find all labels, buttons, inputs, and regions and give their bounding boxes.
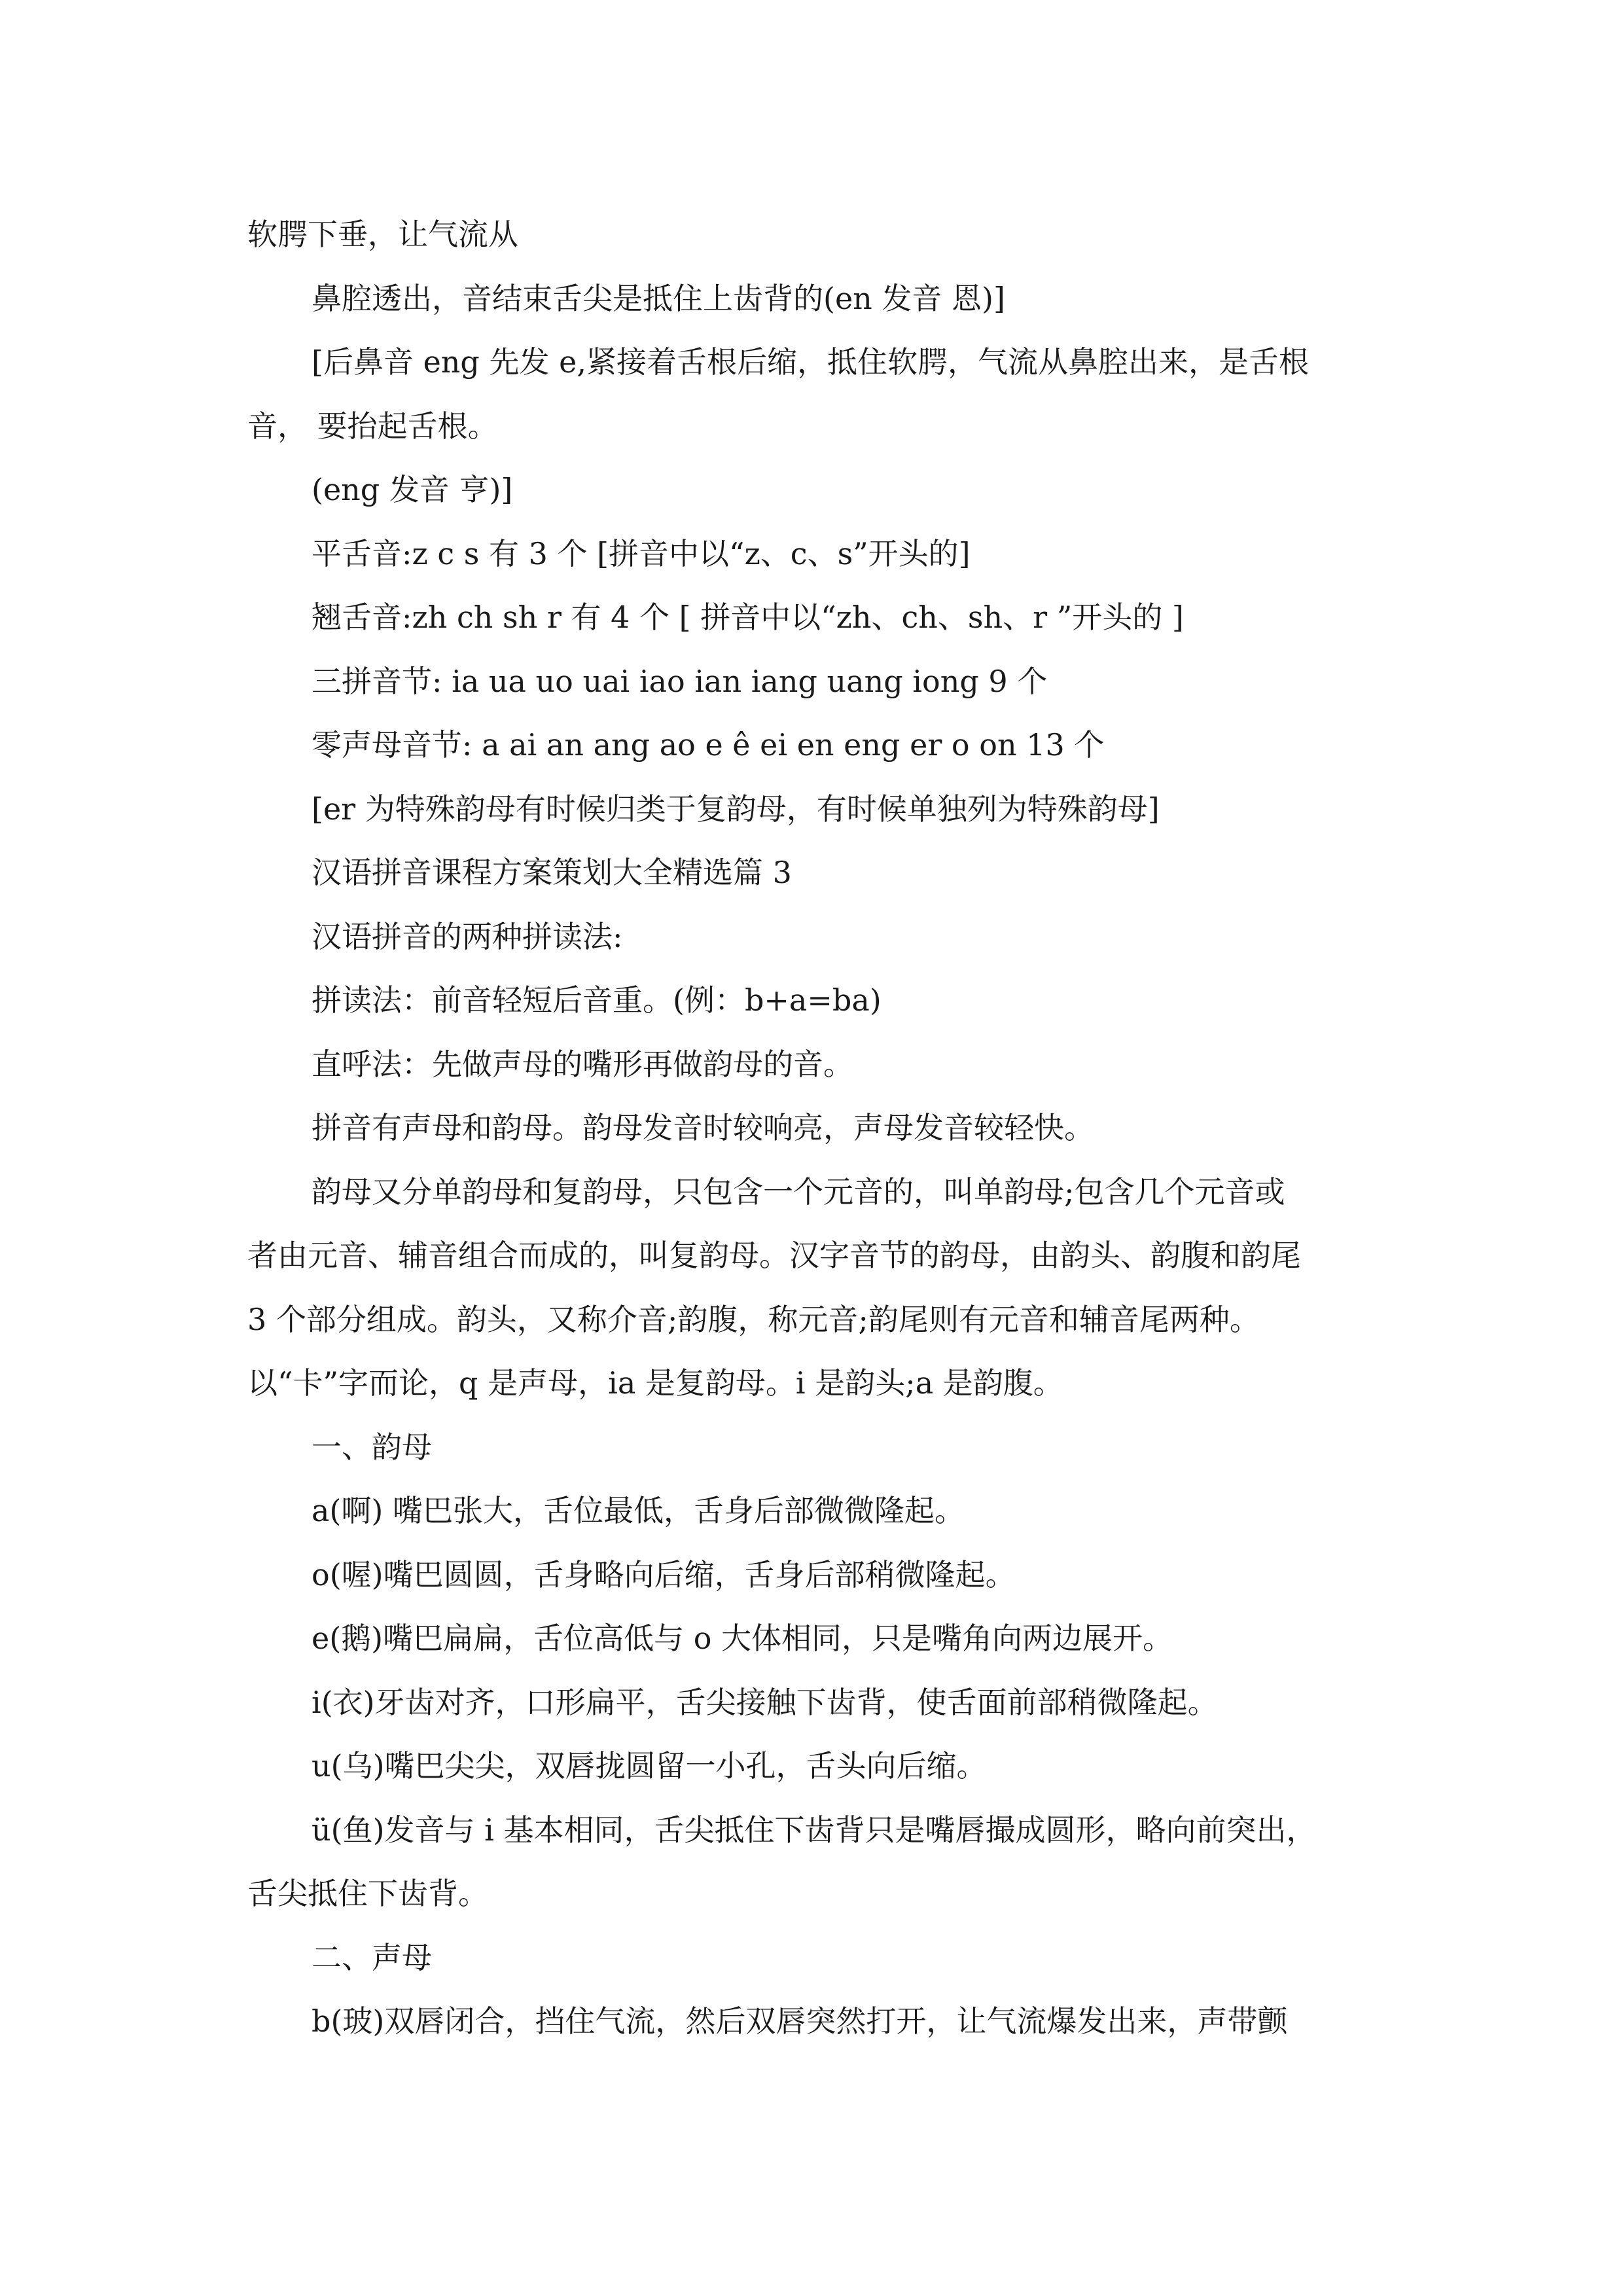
text-line: 零声母音节: a ai an ang ao e ê ei en eng er o on 13 个 xyxy=(312,727,1105,762)
text-line: (eng 发音 亨)] xyxy=(312,472,513,507)
text-line: 汉语拼音的两种拼读法: xyxy=(312,918,623,954)
text-line: 拼音有声母和韵母。韵母发音时较响亮，声母发音较轻快。 xyxy=(312,1110,1094,1145)
text-line: 拼读法：前音轻短后音重。(例：b+a=ba) xyxy=(312,982,882,1018)
text-line: 以“卡”字而论，q 是声母，ia 是复韵母。i 是韵头;a 是韵腹。 xyxy=(247,1365,1063,1401)
text-line: ü(鱼)发音与 i 基本相同，舌尖抵住下齿背只是嘴唇撮成圆形，略向前突出， xyxy=(312,1812,1317,1848)
text-line: [er 为特殊韵母有时候归类于复韵母，有时候单独列为特殊韵母] xyxy=(312,791,1160,827)
text-line: 软腭下垂，让气流从 xyxy=(247,217,518,252)
text-line: i(衣)牙齿对齐，口形扁平，舌尖接触下齿背，使舌面前部稍微隆起。 xyxy=(312,1684,1218,1720)
text-line: o(喔)嘴巴圆圆，舌身略向后缩，舌身后部稍微隆起。 xyxy=(312,1556,1016,1592)
section-heading: 汉语拼音课程方案策划大全精选篇 3 xyxy=(312,855,792,890)
text-line: e(鹅)嘴巴扁扁，舌位高低与 o 大体相同，只是嘴角向两边展开。 xyxy=(312,1621,1173,1656)
text-line: 3 个部分组成。韵头，又称介音;韵腹，称元音;韵尾则有元音和辅音尾两种。 xyxy=(247,1301,1260,1337)
subheading: 二、声母 xyxy=(312,1939,432,1975)
text-line: 翘舌音:zh ch sh r 有 4 个 [ 拼音中以“zh、ch、sh、r ”开头的 ] xyxy=(312,600,1184,635)
text-line: [后鼻音 eng 先发 e,紧接着舌根后缩，抵住软腭，气流从鼻腔出来，是舌根 xyxy=(312,344,1309,380)
text-line: a(啊) 嘴巴张大，舌位最低，舌身后部微微隆起。 xyxy=(312,1493,965,1528)
text-line: 鼻腔透出，音结束舌尖是抵住上齿背的(en 发音 恩)] xyxy=(312,280,1005,316)
text-line: 三拼音节: ia ua uo uai iao ian iang uang iong 9 个 xyxy=(312,663,1048,699)
text-line: 者由元音、辅音组合而成的，叫复韵母。汉字音节的韵母，由韵头、韵腹和韵尾 xyxy=(247,1238,1301,1273)
text-line: 韵母又分单韵母和复韵母，只包含一个元音的，叫单韵母;包含几个元音或 xyxy=(312,1174,1285,1210)
subheading: 一、韵母 xyxy=(312,1429,432,1465)
text-line: 舌尖抵住下齿背。 xyxy=(247,1876,488,1911)
text-line: b(玻)双唇闭合，挡住气流，然后双唇突然打开，让气流爆发出来，声带颤 xyxy=(312,2003,1288,2039)
text-line: 平舌音:z c s 有 3 个 [拼音中以“z、c、s”开头的] xyxy=(312,535,971,571)
text-line: u(乌)嘴巴尖尖，双唇拢圆留一小孔，舌头向后缩。 xyxy=(312,1748,987,1784)
document-body xyxy=(247,203,1380,2054)
text-line: 音， 要抬起舌根。 xyxy=(247,408,498,444)
text-line: 直呼法：先做声母的嘴形再做韵母的音。 xyxy=(312,1046,853,1082)
